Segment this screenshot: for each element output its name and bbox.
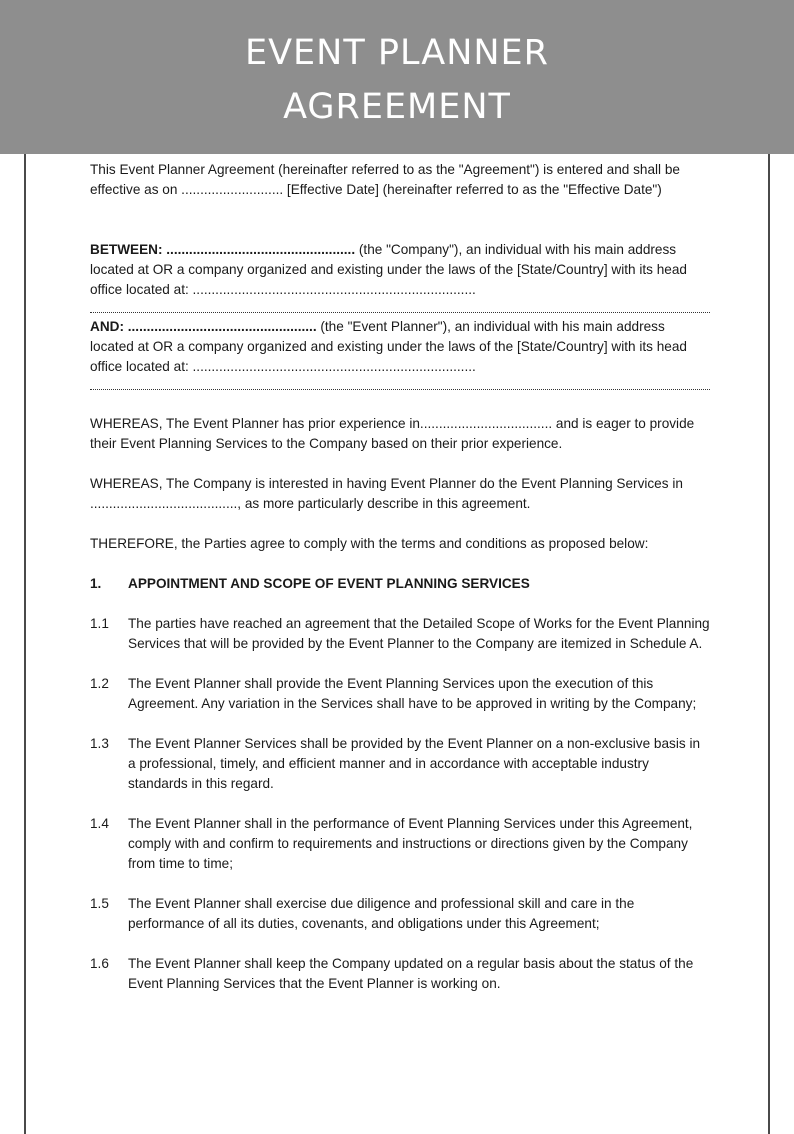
clause-number: 1.3 bbox=[90, 736, 109, 751]
title-banner bbox=[0, 0, 794, 154]
between-paragraph bbox=[90, 240, 710, 300]
clause-text: The parties have reached an agreement that the Detailed Scope of Works for the Event Planning Services that will be provided by the Event Planner to the Company are itemized in Schedule A. bbox=[128, 616, 710, 651]
and-label: AND: .................................................. bbox=[90, 319, 317, 334]
section-number: 1. bbox=[90, 576, 102, 591]
clause-1-3 bbox=[90, 734, 710, 794]
section-heading bbox=[90, 574, 710, 594]
clause-text: The Event Planner shall in the performance of Event Planning Services under this Agreement, comply with and confirm to requirements and instructions or directions given by the Company from time to time; bbox=[128, 816, 693, 871]
and-text: (the "Event Planner"), an individual with his main address located at OR a company organized and existing under the laws of the [State/Country] with its head office located at: ........................................................................... bbox=[90, 319, 687, 374]
clause-number: 1.5 bbox=[90, 896, 109, 911]
banner-title-line-1: EVENT PLANNER bbox=[244, 33, 549, 73]
clause-1-1 bbox=[90, 614, 710, 654]
therefore-paragraph: THEREFORE, the Parties agree to comply with the terms and conditions as proposed below: bbox=[90, 536, 649, 551]
clause-number: 1.4 bbox=[90, 816, 109, 831]
clause-1-6 bbox=[90, 954, 710, 994]
clause-1-2 bbox=[90, 674, 710, 714]
clause-1-5 bbox=[90, 894, 710, 934]
clause-text: The Event Planner shall keep the Company updated on a regular basis about the status of the Event Planning Services that the Event Planner is working on. bbox=[128, 956, 694, 991]
clause-number: 1.1 bbox=[90, 616, 109, 631]
clause-text: The Event Planner shall exercise due diligence and professional skill and care in the performance of all its duties, covenants, and obligations under this Agreement; bbox=[128, 896, 635, 931]
clause-1-4 bbox=[90, 814, 710, 874]
clause-number: 1.2 bbox=[90, 676, 109, 691]
agreement-document bbox=[90, 160, 710, 1014]
whereas-paragraph-2: WHEREAS, The Company is interested in having Event Planner do the Event Planning Services in ......................................., as more particularly describe in this agreement. bbox=[90, 476, 683, 511]
clause-number: 1.6 bbox=[90, 956, 109, 971]
intro-paragraph: This Event Planner Agreement (hereinafter referred to as the "Agreement") is entered and shall be effective as on ........................... [Effective Date] (hereinafter referred to as the "Effective Date") bbox=[90, 162, 680, 197]
section-title: APPOINTMENT AND SCOPE OF EVENT PLANNING SERVICES bbox=[128, 576, 530, 591]
clause-text: The Event Planner Services shall be provided by the Event Planner on a non-exclusive basis in a professional, timely, and efficient manner and in accordance with acceptable industry standards in this regard. bbox=[128, 736, 701, 791]
banner-title-line-2: AGREEMENT bbox=[283, 87, 511, 127]
between-label: BETWEEN: .................................................. bbox=[90, 242, 356, 257]
and-paragraph bbox=[90, 317, 710, 377]
clause-text: The Event Planner shall provide the Event Planning Services upon the execution of this Agreement. Any variation in the Services shall have to be approved in writing by the Company; bbox=[128, 676, 697, 711]
between-text: (the "Company"), an individual with his main address located at OR a company organized and existing under the laws of the [State/Country] with its head office located at: ........................................................................... bbox=[90, 242, 687, 297]
whereas-paragraph-1: WHEREAS, The Event Planner has prior experience in................................... and is eager to provide their Event Planning Services to the Company based on their prior experience. bbox=[90, 416, 695, 451]
